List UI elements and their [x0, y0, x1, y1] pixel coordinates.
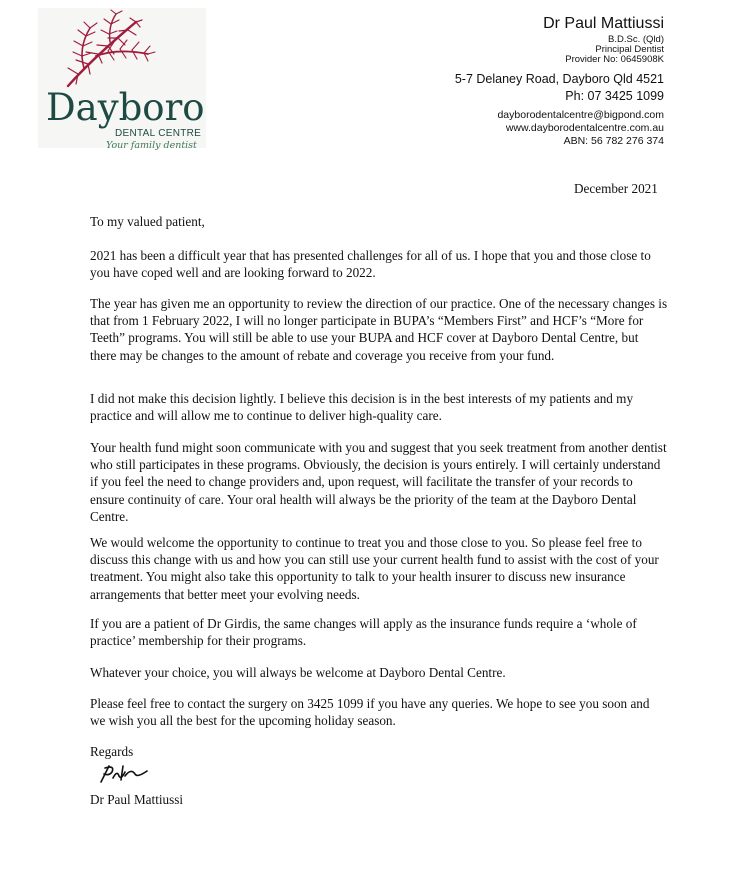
handwritten-signature-icon — [95, 762, 155, 786]
paragraph-8: Please feel free to contact the surgery on 3425 1099 if you have any queries. We hope to see you soon and we wish you all the best for the upcoming holiday season. — [90, 696, 650, 729]
paragraph-1: 2021 has been a difficult year that has presented challenges for all of us. I hope that you and those close to you have coped well and are looking forward to 2022. — [90, 248, 651, 281]
header-address: 5-7 Delaney Road, Dayboro Qld 4521 — [454, 72, 664, 86]
header-phone: Ph: 07 3425 1099 — [565, 89, 664, 103]
paragraph-6: If you are a patient of Dr Girdis, the same changes will apply as the insurance funds require a ‘whole of practice’ membership for their programs. — [90, 616, 637, 649]
paragraph-5: We would welcome the opportunity to continue to treat you and those close to you. So please feel free to discuss this change with us and how you can still use your current health fund to assist with the cost of your treatment. You might also take this opportunity to talk to your health insurer to discuss new insurance arrangements that better meet your evolving needs. — [90, 535, 659, 602]
logo-tagline: Your family dentist — [106, 140, 197, 151]
header-name: Dr Paul Mattiussi — [543, 15, 664, 32]
header-provider: Provider No: 0645908K — [565, 54, 664, 65]
header-qualification: B.D.Sc. (Qld) — [608, 34, 664, 45]
header-email: dayborodentalcentre@bigpond.com — [497, 109, 664, 121]
paragraph-2: The year has given me an opportunity to review the direction of our practice. One of the necessary changes is that from 1 February 2022, I will no longer participate in BUPA’s “Members First” and HCF’s “More for Teeth” programs. You will still be able to use your BUPA and HCF cover at Dayboro Dental Centre, but there may be changes to the amount of rebate and coverage you receive from your fund. — [90, 296, 668, 363]
salutation: To my valued patient, — [90, 214, 205, 229]
paragraph-4: Your health fund might soon communicate with you and suggest that you seek treatment from another dentist who still participates in these programs. Obviously, the decision is yours entirely. I will certainly understand if you feel the need to change providers and, upon request, will facilitate the transfer of your records to ensure continuity of care. Your oral health will always be the priority of the team at the Dayboro Dental Centre. — [90, 440, 667, 524]
paragraph-3: I did not make this decision lightly. I believe this decision is in the best interests of my patients and my practice and will allow me to continue to deliver high-quality care. — [90, 391, 634, 424]
logo-subtitle: DENTAL CENTRE — [115, 128, 202, 139]
paragraph-7: Whatever your choice, you will always be welcome at Dayboro Dental Centre. — [90, 665, 506, 680]
red-pine-branch-icon — [38, 8, 206, 98]
letter-date: December 2021 — [574, 181, 658, 196]
header-website: www.dayborodentalcentre.com.au — [505, 122, 664, 134]
closing: Regards — [90, 744, 134, 759]
header-role: Principal Dentist — [595, 44, 664, 55]
header-abn: ABN: 56 782 276 374 — [563, 135, 664, 147]
dayboro-logo — [38, 8, 206, 151]
logo-brand: Dayboro — [46, 86, 205, 129]
signatory: Dr Paul Mattiussi — [90, 792, 184, 807]
